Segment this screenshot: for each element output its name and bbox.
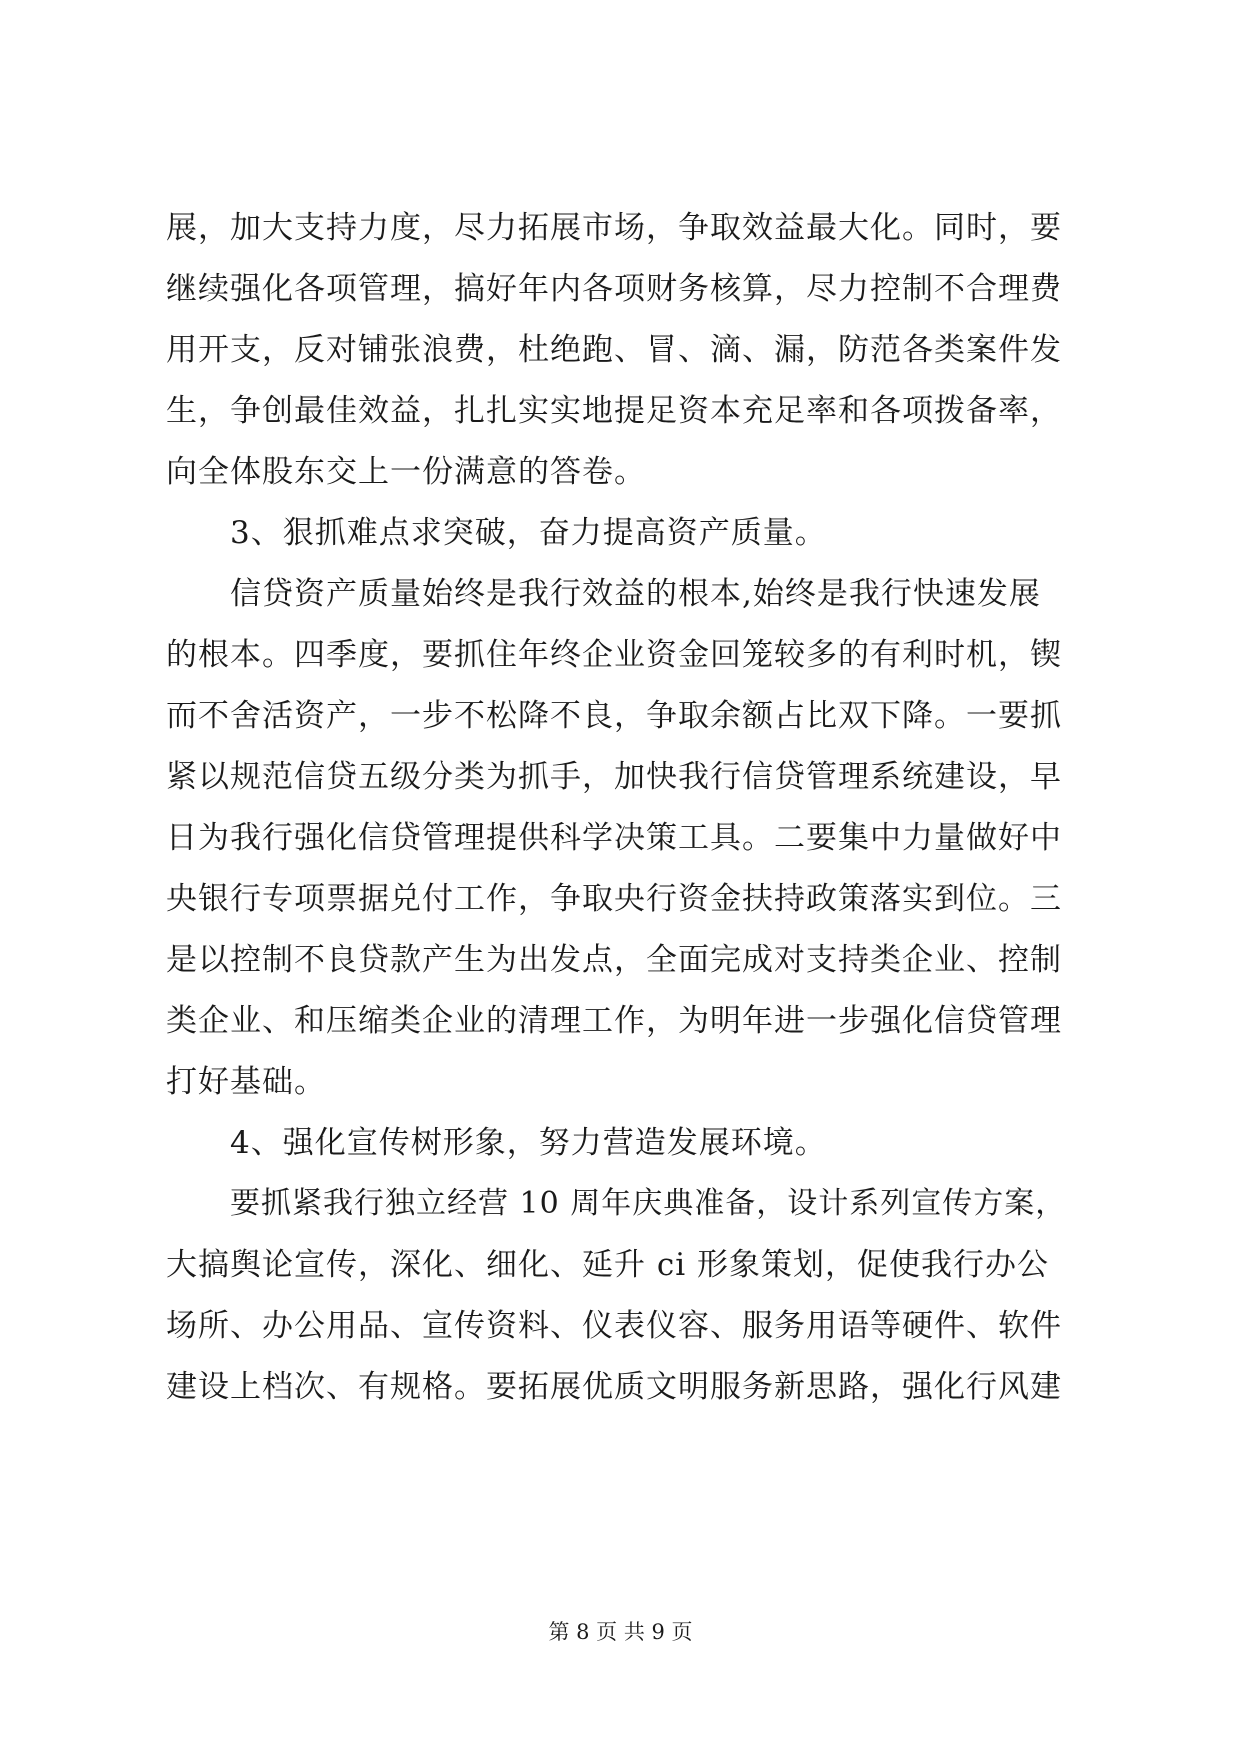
text-line: 大搞舆论宣传，深化、细化、延升 ci 形象策划，促使我行办公: [166, 1247, 1049, 1283]
paragraph-start-line: 信贷资产质量始终是我行效益的根本,始终是我行快速发展: [230, 576, 1041, 612]
text-line: 打好基础。: [166, 1064, 326, 1100]
text-line: 继续强化各项管理，搞好年内各项财务核算，尽力控制不合理费: [166, 271, 1062, 307]
text-line: 生，争创最佳效益，扎扎实实地提足资本充足率和各项拨备率，: [166, 393, 1062, 429]
text-line: 向全体股东交上一份满意的答卷。: [166, 454, 646, 490]
text-line: 类企业、和压缩类企业的清理工作，为明年进一步强化信贷管理: [166, 1003, 1062, 1039]
text-line: 而不舍活资产，一步不松降不良，争取余额占比双下降。一要抓: [166, 698, 1062, 734]
text-line: 建设上档次、有规格。要拓展优质文明服务新思路，强化行风建: [166, 1369, 1062, 1405]
text-line: 央银行专项票据兑付工作，争取央行资金扶持政策落实到位。三: [166, 881, 1062, 917]
text-line: 日为我行强化信贷管理提供科学决策工具。二要集中力量做好中: [166, 820, 1062, 856]
text-line: 紧以规范信贷五级分类为抓手，加快我行信贷管理系统建设，早: [166, 759, 1062, 795]
text-line: 是以控制不良贷款产生为出发点，全面完成对支持类企业、控制: [166, 942, 1062, 978]
section-heading: 4、强化宣传树形象，努力营造发展环境。: [230, 1125, 827, 1161]
paragraph-start-line: 要抓紧我行独立经营 10 周年庆典准备，设计系列宣传方案，: [230, 1186, 1067, 1221]
text-line: 的根本。四季度，要抓住年终企业资金回笼较多的有利时机，锲: [166, 637, 1062, 673]
text-line: 场所、办公用品、宣传资料、仪表仪容、服务用语等硬件、软件: [166, 1308, 1062, 1344]
section-heading: 3、狠抓难点求突破，奋力提高资产质量。: [230, 515, 827, 551]
text-line: 用开支，反对铺张浪费，杜绝跑、冒、滴、漏，防范各类案件发: [166, 332, 1062, 368]
text-line: 展，加大支持力度，尽力拓展市场，争取效益最大化。同时，要: [166, 210, 1062, 246]
page-number-footer: 第 8 页 共 9 页: [548, 1620, 693, 1644]
